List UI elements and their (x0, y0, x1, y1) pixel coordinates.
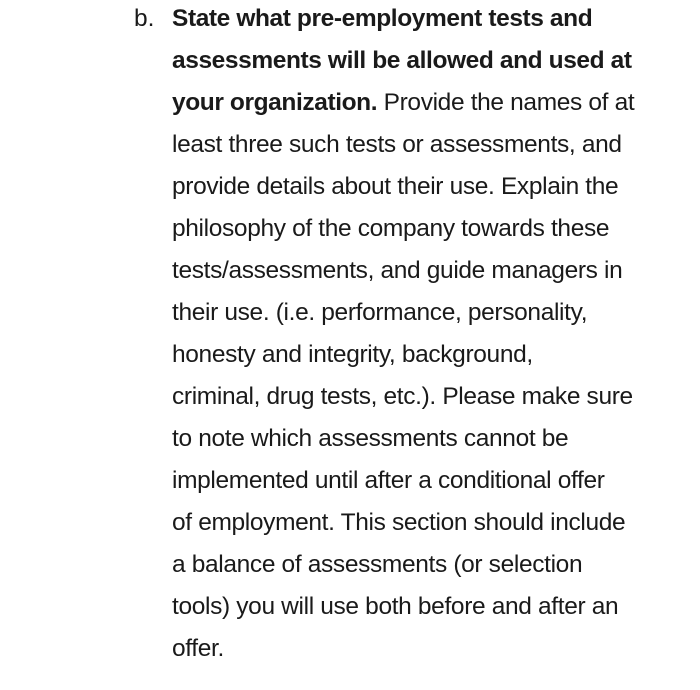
text-line (172, 131, 622, 159)
text-line (172, 5, 592, 33)
regular-text: of employment. This section should include (172, 509, 626, 536)
text-line (172, 173, 618, 201)
text-line (172, 299, 587, 327)
text-line (172, 383, 633, 411)
text-line (172, 635, 224, 663)
text-line (172, 257, 622, 285)
text-line (172, 425, 568, 453)
text-line (172, 89, 634, 117)
text-line (172, 509, 625, 537)
regular-text: criminal, drug tests, etc.). Please make sure (172, 383, 633, 410)
regular-text: their use. (i.e. performance, personality, (172, 299, 588, 326)
text-line (172, 215, 609, 243)
bold-text: State what pre-employment tests and (172, 5, 593, 32)
text-line (172, 47, 632, 75)
regular-text: Provide the names of at (377, 89, 635, 116)
text-line (172, 551, 582, 579)
regular-text: provide details about their use. Explain the (172, 173, 619, 200)
regular-text: honesty and integrity, background, (172, 341, 533, 368)
regular-text: offer. (172, 635, 224, 662)
bold-text: assessments will be allowed and used at (172, 47, 632, 74)
text-line (172, 467, 605, 495)
regular-text: implemented until after a conditional offer (172, 467, 605, 494)
regular-text: tests/assessments, and guide managers in (172, 257, 623, 284)
regular-text: a balance of assessments (or selection (172, 551, 583, 578)
regular-text: tools) you will use both before and after an (172, 593, 619, 620)
list-marker: b. (134, 5, 155, 32)
regular-text: to note which assessments cannot be (172, 425, 569, 452)
text-line (172, 593, 618, 621)
regular-text: philosophy of the company towards these (172, 215, 610, 242)
regular-text: least three such tests or assessments, and (172, 131, 622, 158)
text-line (172, 341, 533, 369)
bold-text: your organization. (172, 89, 378, 116)
